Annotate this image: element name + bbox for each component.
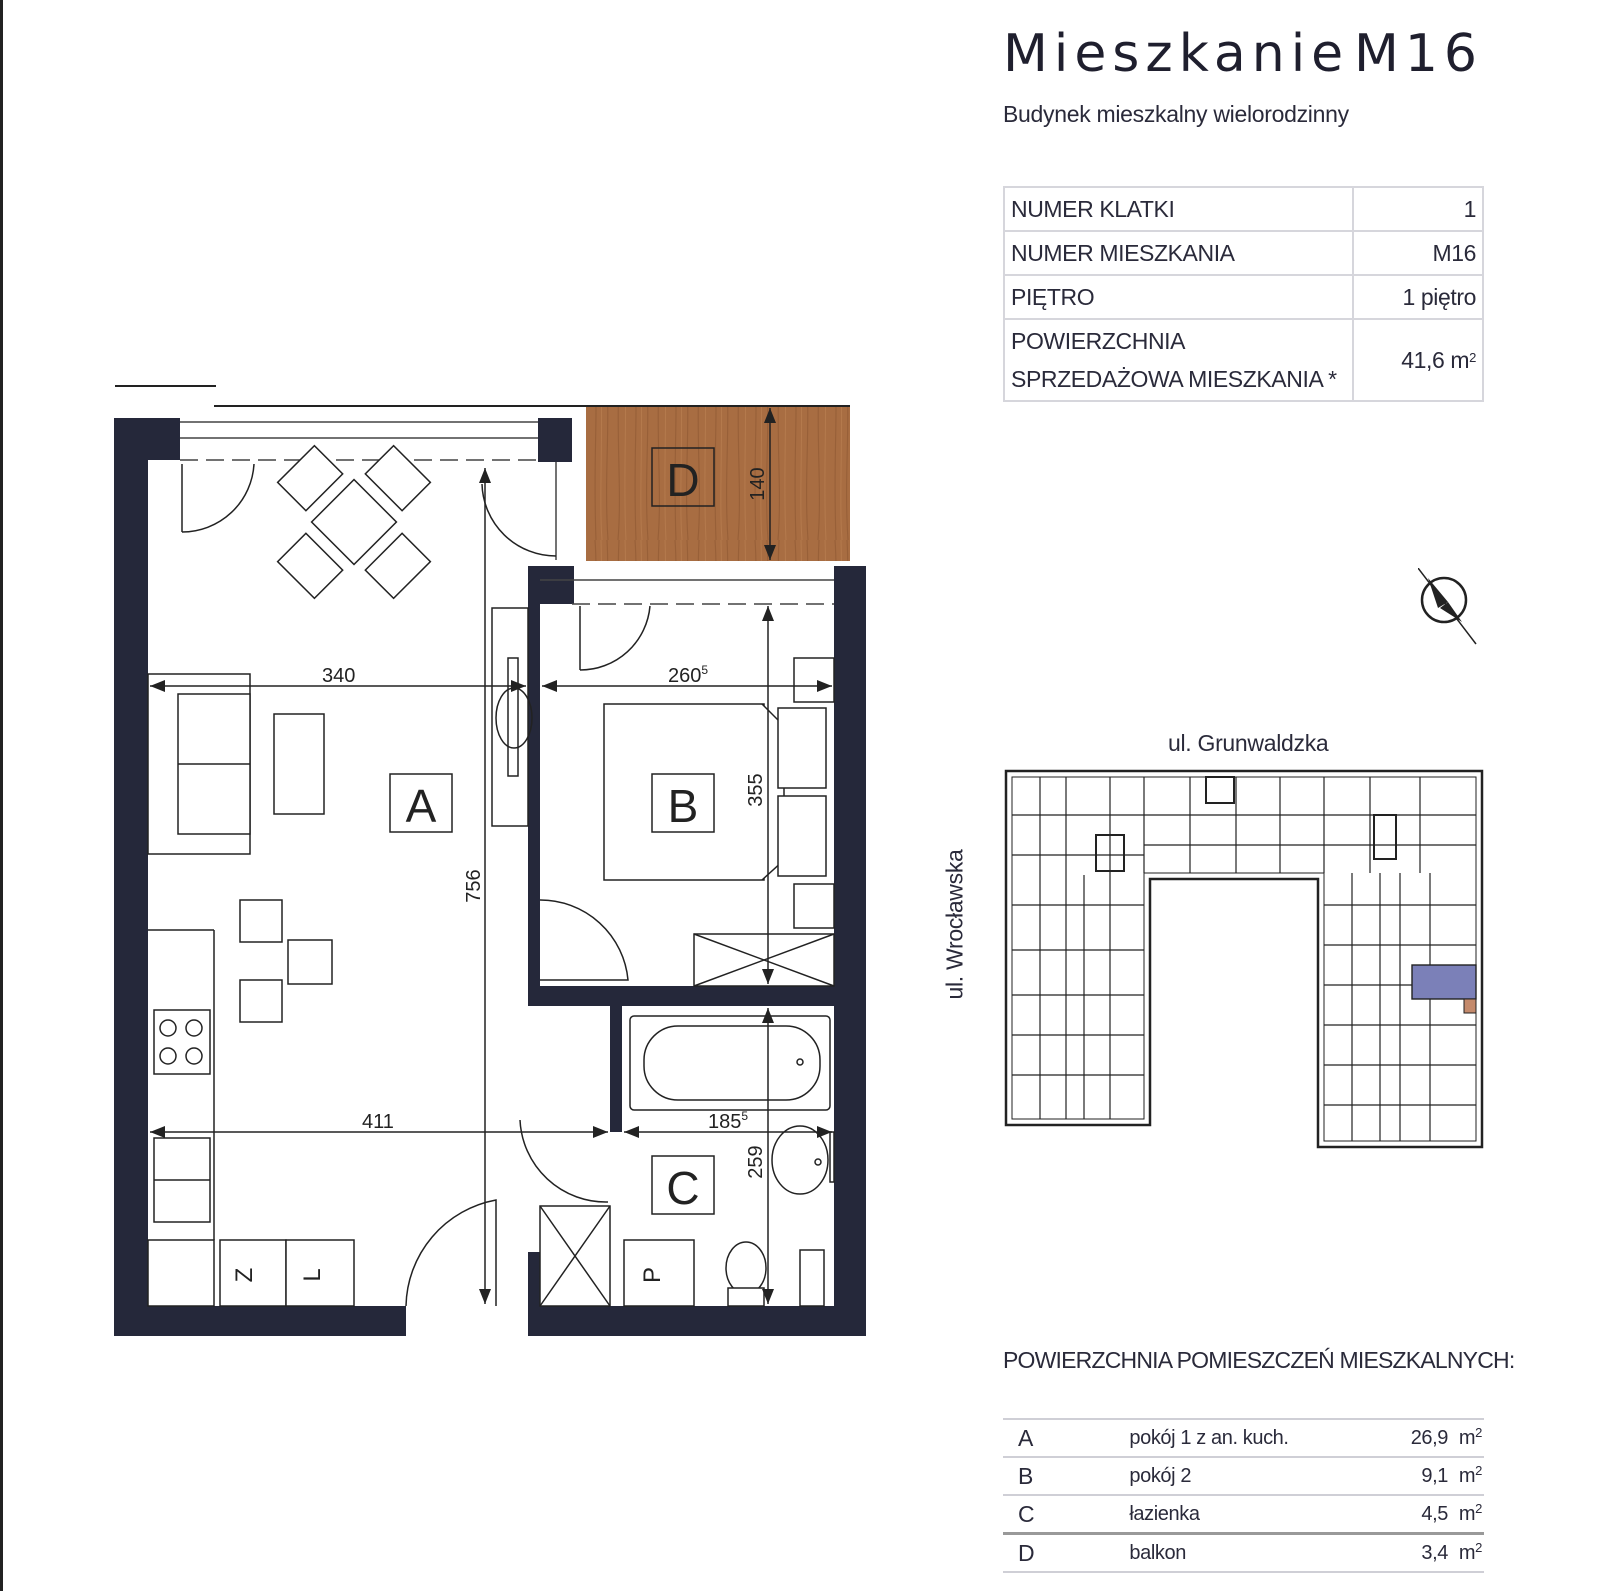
fixture-label-z: Z xyxy=(231,1267,258,1283)
dim-label: $260^5$ xyxy=(668,663,709,687)
table-row xyxy=(1003,1534,1484,1573)
dining-set xyxy=(238,406,470,638)
rooms-table-title: POWIERZCHNIA POMIESZCZEŃ MIESZKALNYCH: xyxy=(1003,1347,1515,1373)
table-row xyxy=(1003,1419,1484,1457)
info-value xyxy=(1353,319,1483,401)
compass-icon xyxy=(1418,568,1478,648)
area-value: 41,6 m xyxy=(1401,347,1470,373)
sofa xyxy=(148,674,324,854)
room-name: łazienka xyxy=(1129,1495,1368,1534)
page-subtitle: Budynek mieszkalny wielorodzinny xyxy=(1003,101,1349,127)
room-key: C xyxy=(1003,1495,1129,1534)
room-name: pokój 1 z an. kuch. xyxy=(1129,1419,1368,1457)
info-value: 1 piętro xyxy=(1353,275,1483,319)
info-label-line: SPRZEDAŻOWA MIESZKANIA * xyxy=(1011,366,1337,392)
info-row xyxy=(1004,275,1483,319)
apartment-info-table xyxy=(1003,186,1484,402)
room-key: B xyxy=(1003,1457,1129,1495)
room-unit: $m^2$ xyxy=(1448,1495,1484,1534)
room-label-b: B xyxy=(667,780,699,832)
room-area: 9,1 xyxy=(1368,1457,1448,1495)
info-value: M16 xyxy=(1353,231,1483,275)
fixture-label-p: P xyxy=(639,1266,666,1284)
dim-label: 140 xyxy=(747,467,769,501)
info-label-line: POWIERZCHNIA xyxy=(1011,328,1186,354)
info-value: 1 xyxy=(1353,187,1483,231)
fixture-label-l: L xyxy=(299,1268,326,1282)
info-row xyxy=(1004,187,1483,231)
dim-label: 756 xyxy=(463,869,485,903)
street-label: ul. Grunwaldzka xyxy=(1168,730,1329,756)
dim-label: 340 xyxy=(322,665,356,687)
kitchen xyxy=(148,900,332,1240)
room-name: pokój 2 xyxy=(1129,1457,1368,1495)
room-key: D xyxy=(1003,1534,1129,1573)
room-label-a: A xyxy=(405,780,437,832)
room-label-c: C xyxy=(666,1162,700,1214)
room-unit: $m^2$ xyxy=(1448,1534,1484,1573)
site-plan xyxy=(960,735,1490,1165)
dim-label: $185^5$ xyxy=(708,1109,749,1133)
info-row xyxy=(1004,319,1483,401)
bed xyxy=(604,658,834,928)
dim-label: 411 xyxy=(362,1111,394,1133)
info-label: NUMER MIESZKANIA xyxy=(1004,231,1353,275)
info-label xyxy=(1004,319,1353,401)
page-edge xyxy=(0,0,3,1591)
street-label: ul. Wrocławska xyxy=(941,849,968,1000)
balcony-floor xyxy=(586,406,850,561)
room-unit: $m^2$ xyxy=(1448,1457,1484,1495)
dim-label: 259 xyxy=(745,1145,767,1179)
page-title xyxy=(1003,24,1483,94)
highlighted-apartment xyxy=(1412,965,1476,999)
rooms-area-table xyxy=(1003,1418,1484,1573)
dim-label: 355 xyxy=(745,773,767,807)
table-row xyxy=(1003,1495,1484,1534)
floor-plan xyxy=(110,380,880,1360)
room-name: balkon xyxy=(1129,1534,1368,1573)
room-area: 26,9 xyxy=(1368,1419,1448,1457)
highlighted-balcony xyxy=(1464,999,1476,1013)
title-word: Mieszkanie xyxy=(1003,24,1350,84)
title-apartment-code: M16 xyxy=(1353,24,1483,84)
info-label: PIĘTRO xyxy=(1004,275,1353,319)
room-label-d: D xyxy=(666,454,700,506)
area-unit-sup: 2 xyxy=(1469,350,1476,365)
info-row xyxy=(1004,231,1483,275)
room-area: 3,4 xyxy=(1368,1534,1448,1573)
room-area: 4,5 xyxy=(1368,1495,1448,1534)
room-key: A xyxy=(1003,1419,1129,1457)
table-row xyxy=(1003,1457,1484,1495)
room-unit: $m^2$ xyxy=(1448,1419,1484,1457)
info-label: NUMER KLATKI xyxy=(1004,187,1353,231)
